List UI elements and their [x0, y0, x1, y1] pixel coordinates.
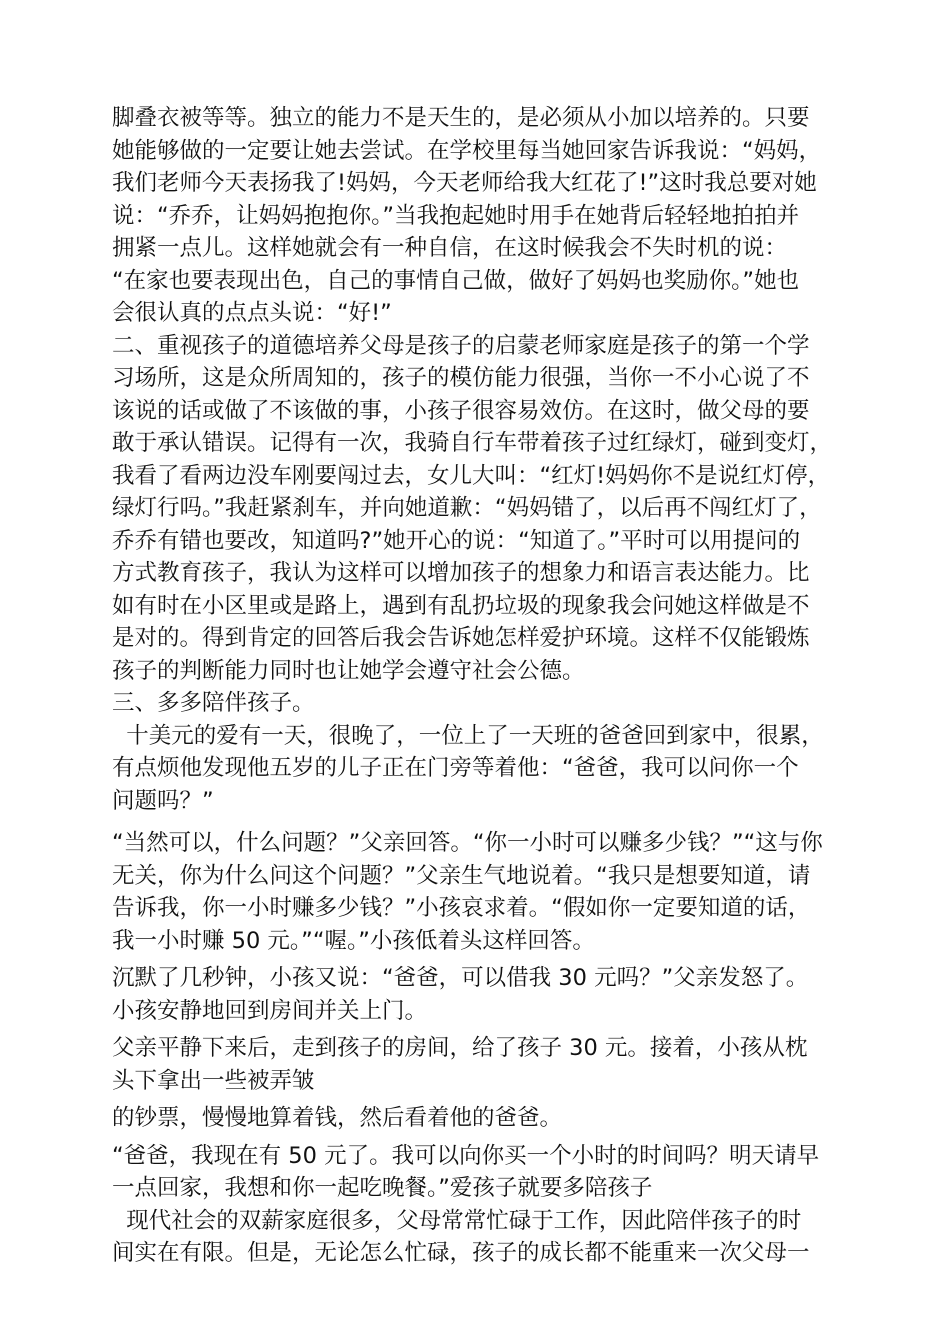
text-line: 脚叠衣被等等。独立的能力不是天生的，是必须从小加以培养的。只要	[112, 105, 810, 131]
text-line: 十美元的爱有一天，很晚了，一位上了一天班的爸爸回到家中，很累，	[112, 722, 824, 749]
text-line: 会很认真的点点头说：“好!”	[112, 300, 392, 326]
text-line: “爸爸，我现在有 50 元了。我可以向你买一个小时的时间吗？明天请早	[112, 1142, 820, 1169]
text-line: 父亲平静下来后，走到孩子的房间，给了孩子 30 元。接着，小孩从枕	[112, 1035, 808, 1061]
text-line: 敢于承认错误。记得有一次，我骑自行车带着孩子过红绿灯，碰到变灯，	[112, 430, 833, 456]
text-line: 她能够做的一定要让她去尝试。在学校里每当她回家告诉我说：“妈妈，	[112, 137, 822, 164]
text-line: 习场所，这是众所周知的，孩子的模仿能力很强，当你一不小心说了不	[112, 365, 810, 391]
text-line: 有点烦他发现他五岁的儿子正在门旁等着他：“爸爸，我可以问你一个	[112, 755, 799, 781]
text-line: 的钞票，慢慢地算着钱，然后看着他的爸爸。	[112, 1105, 563, 1131]
document-body	[112, 102, 852, 1270]
text-line: 我们老师今天表扬我了!妈妈，今天老师给我大红花了!”这时我总要对她	[112, 170, 817, 196]
text-line: “在家也要表现出色，自己的事情自己做，做好了妈妈也奖励你。”她也	[112, 267, 800, 294]
text-line: 沉默了几秒钟，小孩又说：“爸爸，可以借我 30 元吗？”父亲发怒了。	[112, 965, 809, 991]
section-heading: 三、多多陪伴孩子。	[112, 690, 315, 716]
text-line: 问题吗？”	[112, 787, 214, 814]
text-line: 小孩安静地回到房间并关上门。	[112, 997, 428, 1024]
text-line: 我一小时赚 50 元。”“喔。”小孩低着头这样回答。	[112, 927, 595, 954]
text-line: 孩子的判断能力同时也让她学会遵守社会公德。	[112, 657, 585, 684]
text-line: 告诉我，你一小时赚多少钱？”小孩哀求着。“假如你一定要知道的话，	[112, 895, 811, 921]
text-line: 说：“乔乔，让妈妈抱抱你。”当我抱起她时用手在她背后轻轻地拍拍并	[112, 202, 800, 229]
section-heading: 二、重视孩子的道德培养父母是孩子的启蒙老师家庭是孩子的第一个学	[112, 332, 810, 359]
text-line: 间实在有限。但是，无论怎么忙碌，孩子的成长都不能重来一次父母一	[112, 1240, 810, 1266]
text-line: 该说的话或做了不该做的事，小孩子很容易效仿。在这时，做父母的要	[112, 397, 810, 424]
text-line: 绿灯行吗。”我赶紧刹车，并向她道歉：“妈妈错了，以后再不闯红灯了，	[112, 495, 822, 521]
text-line: 方式教育孩子，我认为这样可以增加孩子的想象力和语言表达能力。比	[112, 560, 810, 586]
text-line: 现代社会的双薪家庭很多，父母常常忙碌于工作，因此陪伴孩子的时	[112, 1207, 802, 1234]
text-line: 拥紧一点儿。这样她就会有一种自信，在这时候我会不失时机的说：	[112, 235, 788, 261]
text-line: 是对的。得到肯定的回答后我会告诉她怎样爱护环境。这样不仅能锻炼	[112, 625, 810, 651]
text-line: 我看了看两边没车刚要闯过去，女儿大叫：“红灯!妈妈你不是说红灯停，	[112, 462, 831, 489]
text-line: 一点回家，我想和你一起吃晚餐。”爱孩子就要多陪孩子	[112, 1175, 653, 1201]
text-line: “当然可以，什么问题？”父亲回答。“你一小时可以赚多少钱？”“这与你	[112, 830, 823, 856]
text-line: 乔乔有错也要改，知道吗?”她开心的说：“知道了。”平时可以用提问的	[112, 527, 801, 554]
text-line: 无关，你为什么问这个问题？”父亲生气地说着。“我只是想要知道，请	[112, 862, 811, 889]
text-line: 如有时在小区里或是路上，遇到有乱扔垃圾的现象我会问她这样做是不	[112, 592, 810, 619]
text-line: 头下拿出一些被弄皱	[112, 1067, 315, 1094]
